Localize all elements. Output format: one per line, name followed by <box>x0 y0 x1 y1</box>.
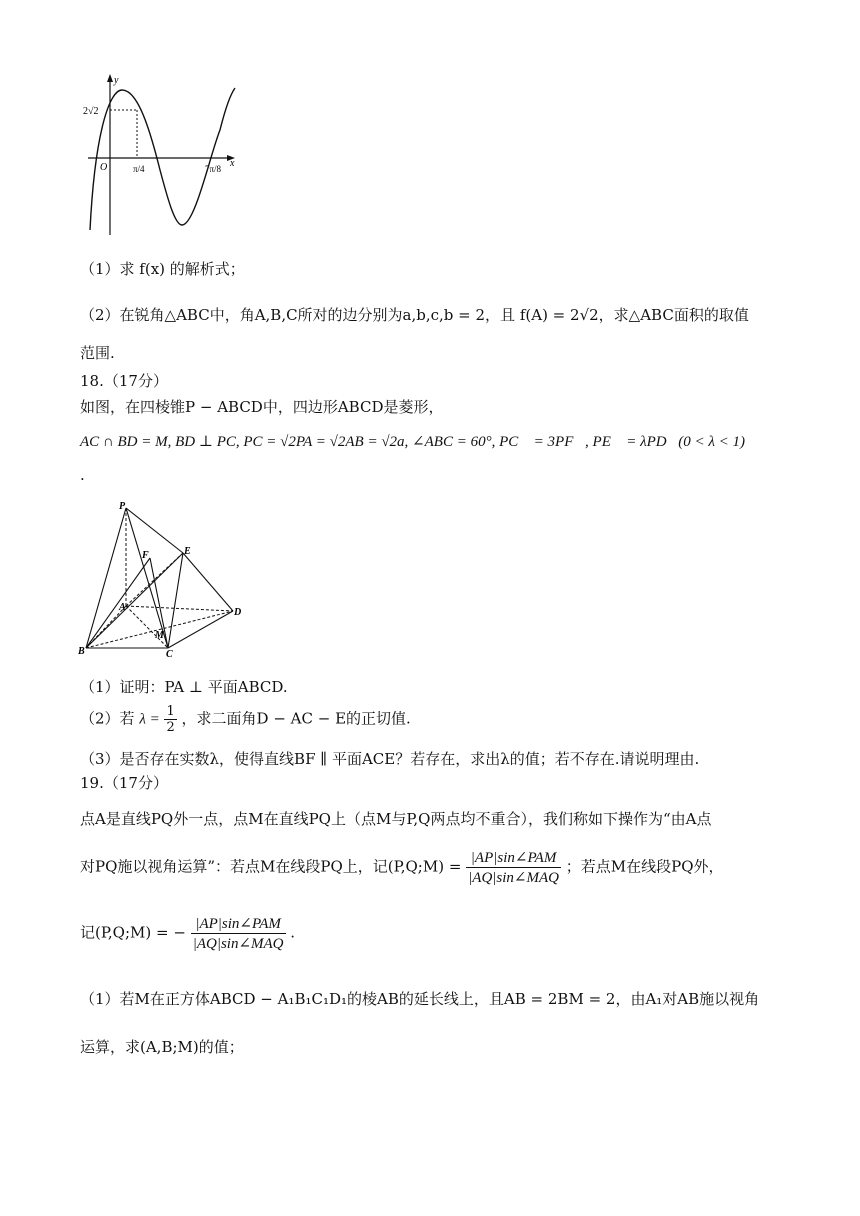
fraction-numerator: |AP|sin∠PAM <box>466 848 561 868</box>
origin-label: O <box>100 162 108 173</box>
q19-line2-pre: 对PQ施以视角运算”：若点M在线段PQ上，记(P,Q;M) = <box>80 857 462 876</box>
q19-line3-post: . <box>290 923 296 942</box>
vertex-P: P <box>119 501 126 512</box>
q19-line1: 点A是直线PQ外一点，点M在直线PQ上（点M与P,Q两点均不重合），我们称如下操作为“由A点 <box>80 810 712 828</box>
q19-line2 <box>80 848 724 887</box>
sine-curve <box>90 88 235 230</box>
q17-part2-continued: 范围. <box>80 344 115 362</box>
q17-part2: （2）在锐角△ABC中，角A,B,C所对的边分别为a,b,c,b = 2，且 f(A) = 2√2，求△ABC面积的取值 <box>80 306 749 324</box>
vertex-A: A <box>119 602 126 613</box>
pyramid-figure <box>78 498 248 658</box>
q19-part1-line1: （1）若M在正方体ABCD − A₁B₁C₁D₁的棱AB的延长线上，且AB = 2BM = 2，由A₁对AB施以视角 <box>80 990 760 1008</box>
fraction-numerator: |AP|sin∠PAM <box>191 914 286 934</box>
q19-part1-line2: 运算，求(A,B;M)的值； <box>80 1038 244 1056</box>
vertex-F: F <box>142 550 149 561</box>
x-axis-label: x <box>230 158 235 169</box>
q18-part2-post: ，求二面角D − AC − E的正切值. <box>181 709 411 728</box>
q18-intro: 如图，在四棱锥P − ABCD中，四边形ABCD是菱形， <box>80 398 444 416</box>
y-axis-arrow-icon <box>107 74 113 82</box>
fraction-denominator: 2 <box>166 720 175 735</box>
fraction-denominator: |AQ|sin∠MAQ <box>192 936 284 952</box>
q19-line3 <box>80 914 295 953</box>
vertex-M: M <box>155 630 164 641</box>
q18-conditions: AC ∩ BD = M, BD ⊥ PC, PC = √2PA = √2AB = √2a, ∠ABC = 60°, PC⃗ = 3PF⃗, PE⃗ = λPD⃗(0 < λ < 1) <box>80 434 746 450</box>
vertex-B: B <box>78 646 85 657</box>
q18-part2-lambda: λ = <box>139 711 160 728</box>
q18-part2-pre: （2）若 <box>80 709 135 728</box>
tick-label-pi4: π/4 <box>133 164 145 174</box>
vertex-D: D <box>234 607 242 618</box>
q18-period: . <box>80 466 85 484</box>
q18-part1: （1）证明：PA ⊥ 平面ABCD. <box>80 678 288 696</box>
q19-header: 19.（17分） <box>80 774 168 792</box>
tick-label-7pi8: 7π/8 <box>205 164 222 174</box>
sine-graph <box>80 70 245 240</box>
q19-line3-pre: 记(P,Q;M) = − <box>80 923 186 942</box>
q18-part2-fraction <box>164 704 176 735</box>
q18-header: 18.（17分） <box>80 372 168 390</box>
q19-fraction-1 <box>466 848 561 887</box>
q18-part3: （3）是否存在实数λ，使得直线BF ∥ 平面ACE？若存在，求出λ的值；若不存在.请说明理由. <box>80 750 700 768</box>
fraction-numerator: 1 <box>166 704 175 719</box>
y-axis-label: y <box>114 75 119 86</box>
q18-part2 <box>80 704 411 735</box>
vertex-C: C <box>166 649 173 658</box>
vertex-E: E <box>184 546 191 557</box>
peak-value-label: 2√2 <box>83 106 99 117</box>
q19-fraction-2 <box>191 914 286 953</box>
fraction-denominator: |AQ|sin∠MAQ <box>468 870 559 886</box>
q17-part1: （1）求 f(x) 的解析式； <box>80 260 245 278</box>
q19-line2-post: ；若点M在线段PQ外， <box>565 857 724 876</box>
